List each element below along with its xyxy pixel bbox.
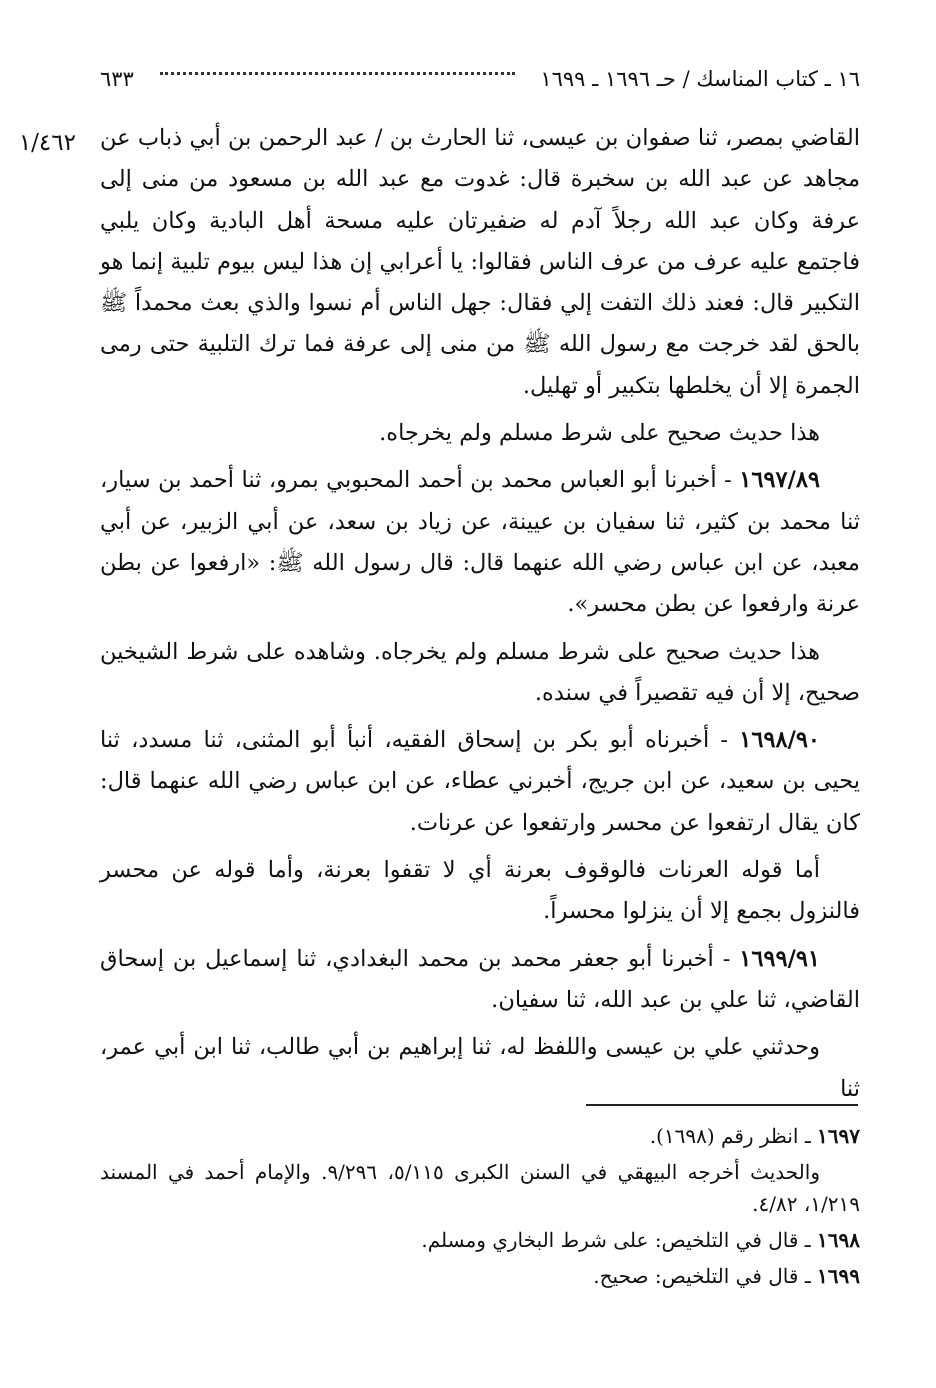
margin-reference: ١/٤٦٢ — [18, 130, 76, 156]
header-title: ١٦ ـ كتاب المناسك / حـ ١٦٩٦ ـ ١٦٩٩ — [540, 67, 860, 91]
paragraph — [100, 460, 860, 625]
footnote-text: ـ انظر رقم (١٦٩٨). — [649, 1124, 818, 1148]
paragraph-text: هذا حديث صحيح على شرط مسلم ولم يخرجاه. وشاهده على شرط الشيخين صحيح، إلا أن فيه تقصيراً في سنده. — [100, 638, 860, 706]
page-number: ٦٣٣ — [100, 67, 134, 91]
footnote — [100, 1120, 860, 1152]
paragraph-text: القاضي بمصر، ثنا صفوان بن عيسى، ثنا الحارث بن / عبد الرحمن بن أبي ذباب عن مجاهد عن عبد الله بن سخبرة قال: غدوت مع عبد الله بن مسعود من منى إلى عرفة وكان عبد الله رجلاً آدم له ضفيرتان عليه مسحة أهل البادية وكان يلبي فاجتمع عليه عرف من عرف الناس فقالوا: يا أعرابي إن هذا ليس بيوم تلبية إنما هو التكبير قال: فعند ذلك التفت إلي فقال: جهل الناس أم نسوا والذي بعث محمداً ﷺ بالحق لقد خرجت مع رسول الله ﷺ من منى إلى عرفة فما ترك التلبية حتى رمى الجمرة إلا أن يخلطها بتكبير أو تهليل. — [100, 125, 860, 399]
paragraph-text: - أخبرنا أبو العباس محمد بن أحمد المحبوبي بمرو، ثنا أحمد بن سيار، ثنا محمد بن كثير، ثنا سفيان بن عيينة، عن زياد بن سعد، عن أبي الزبير، عن أبي معبد، عن ابن عباس رضي الله عنهما قال: قال رسول الله ﷺ: «ارفعوا عن بطن عرنة وارفعوا عن بطن محسر». — [100, 467, 860, 618]
header-dot-leader — [160, 72, 515, 75]
hadith-number: ١٦٩٩/٩١ — [739, 945, 820, 972]
paragraph — [100, 413, 860, 454]
footnote-text: ـ قال في التلخيص: على شرط البخاري ومسلم. — [421, 1228, 818, 1252]
footnote — [100, 1260, 860, 1292]
footnotes — [100, 1120, 860, 1296]
paragraph — [100, 850, 860, 933]
paragraph-text: - أخبرنا أبو جعفر محمد بن محمد البغدادي، ثنا إسماعيل بن إسحاق القاضي، ثنا علي بن عبد الله، ثنا سفيان. — [100, 945, 860, 1013]
main-text — [100, 118, 860, 1116]
running-header — [100, 62, 860, 96]
footnote-number: ١٦٩٩ — [817, 1264, 860, 1288]
paragraph-text: وحدثني علي بن عيسى واللفظ له، ثنا إبراهيم بن أبي طالب، ثنا ابن أبي عمر، ثنا — [100, 1034, 860, 1102]
paragraph — [100, 720, 860, 844]
paragraph — [100, 939, 860, 1022]
footnote — [100, 1156, 860, 1220]
paragraph — [100, 632, 860, 715]
footnote-separator — [586, 1104, 858, 1106]
hadith-number: ١٦٩٨/٩٠ — [739, 727, 820, 754]
footnote-text: ـ قال في التلخيص: صحيح. — [593, 1264, 818, 1288]
paragraph — [100, 118, 860, 407]
footnote-text: والحديث أخرجه البيهقي في السنن الكبرى ٥/١١٥، ٩/٢٩٦. والإمام أحمد في المسند ١/٢١٩، ٤/٨٢. — [100, 1160, 860, 1216]
paragraph-text: هذا حديث صحيح على شرط مسلم ولم يخرجاه. — [379, 420, 820, 447]
footnote-number: ١٦٩٨ — [817, 1228, 860, 1252]
hadith-number: ١٦٩٧/٨٩ — [739, 467, 820, 494]
footnote-number: ١٦٩٧ — [817, 1124, 860, 1148]
paragraph — [100, 1027, 860, 1110]
paragraph-text: - أخبرناه أبو بكر بن إسحاق الفقيه، أنبأ أبو المثنى، ثنا مسدد، ثنا يحيى بن سعيد، عن ابن جريج، أخبرني عطاء، عن ابن عباس رضي الله عنهما قال: كان يقال ارتفعوا عن محسر وارتفعوا عن عرنات. — [100, 727, 860, 836]
paragraph-text: أما قوله العرنات فالوقوف بعرنة أي لا تقفوا بعرنة، وأما قوله عن محسر فالنزول بجمع إلا أن ينزلوا محسراً. — [100, 857, 860, 925]
footnote — [100, 1224, 860, 1256]
